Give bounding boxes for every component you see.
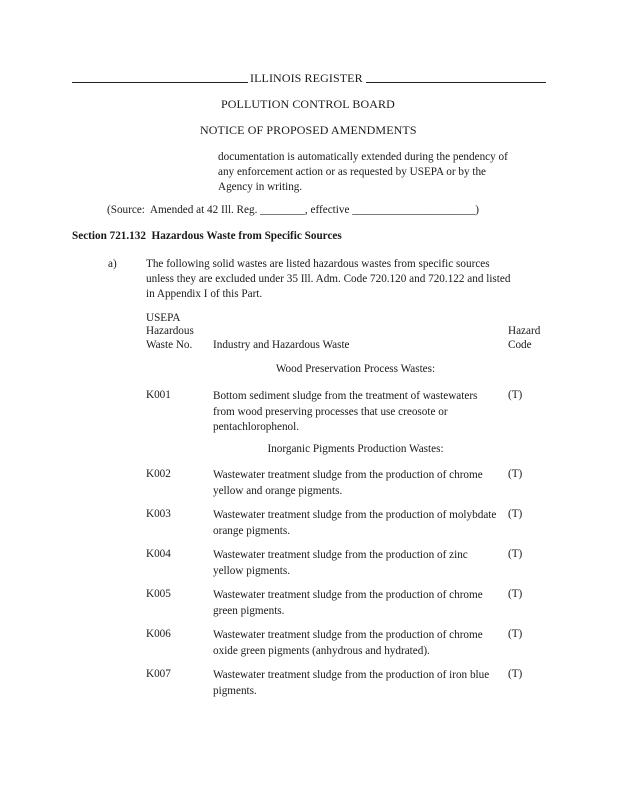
waste-code: K005 — [146, 588, 171, 600]
paragraph-line-1: The following solid wastes are listed hazardous wastes from specific sources — [146, 258, 490, 270]
continuation-line-1: documentation is automatically extended during the pendency of — [218, 151, 508, 163]
waste-description: Wastewater treatment sludge from the production of chrome yellow and orange pigments. — [213, 469, 483, 497]
waste-description: Wastewater treatment sludge from the production of chrome oxide green pigments (anhydrous and hydrated). — [213, 629, 483, 657]
waste-description: Bottom sediment sludge from the treatment of wastewaters from wood preserving processes that use creosote or pentachlorophenol. — [213, 390, 478, 433]
waste-description: Wastewater treatment sludge from the production of molybdate orange pigments. — [213, 509, 497, 537]
hazard-code: (T) — [508, 468, 523, 480]
source-line: (Source: Amended at 42 Ill. Reg. ________, effective ______________________) — [107, 204, 480, 216]
hazard-code: (T) — [508, 588, 523, 600]
table-row — [0, 668, 618, 700]
table-row — [0, 508, 618, 540]
hazard-code: (T) — [508, 548, 523, 560]
waste-code: K002 — [146, 468, 171, 480]
waste-code: K001 — [146, 389, 171, 401]
waste-code: K004 — [146, 548, 171, 560]
notice-title: NOTICE OF PROPOSED AMENDMENTS — [200, 123, 417, 137]
table-row — [0, 548, 618, 580]
col-header-hazard-2: Code — [508, 339, 532, 351]
header-rule-right — [366, 82, 546, 83]
header-rule-left — [72, 82, 248, 83]
board-title: POLLUTION CONTROL BOARD — [221, 97, 395, 111]
table-row — [0, 468, 618, 500]
paragraph-line-3: in Appendix I of this Part. — [146, 288, 263, 300]
waste-code: K003 — [146, 508, 171, 520]
paragraph-label: a) — [108, 258, 117, 270]
continuation-line-3: Agency in writing. — [218, 181, 303, 193]
col-header-code-2: Hazardous — [146, 325, 194, 337]
col-header-industry: Industry and Hazardous Waste — [213, 339, 350, 351]
section-heading: Section 721.132 Hazardous Waste from Specific Sources — [72, 230, 342, 242]
register-title: ILLINOIS REGISTER — [250, 71, 363, 85]
table-row — [0, 588, 618, 620]
hazard-code: (T) — [508, 668, 523, 680]
hazard-code: (T) — [508, 508, 523, 520]
waste-code: K006 — [146, 628, 171, 640]
continuation-line-2: any enforcement action or as requested by USEPA or by the — [218, 166, 487, 178]
waste-description: Wastewater treatment sludge from the production of iron blue pigments. — [213, 669, 490, 697]
category-inorganic-pigments: Inorganic Pigments Production Wastes: — [267, 443, 444, 455]
waste-description: Wastewater treatment sludge from the production of zinc yellow pigments. — [213, 549, 468, 577]
waste-code: K007 — [146, 668, 171, 680]
col-header-code-3: Waste No. — [146, 339, 193, 351]
table-row — [0, 389, 618, 437]
hazard-code: (T) — [508, 389, 523, 401]
category-wood-preservation: Wood Preservation Process Wastes: — [275, 363, 436, 375]
hazard-code: (T) — [508, 628, 523, 640]
waste-description: Wastewater treatment sludge from the production of chrome green pigments. — [213, 589, 483, 617]
paragraph-line-2: unless they are excluded under 35 Ill. Adm. Code 720.120 and 720.122 and listed — [146, 273, 511, 285]
col-header-code-1: USEPA — [146, 312, 181, 324]
col-header-hazard-1: Hazard — [508, 325, 541, 337]
table-row — [0, 628, 618, 660]
